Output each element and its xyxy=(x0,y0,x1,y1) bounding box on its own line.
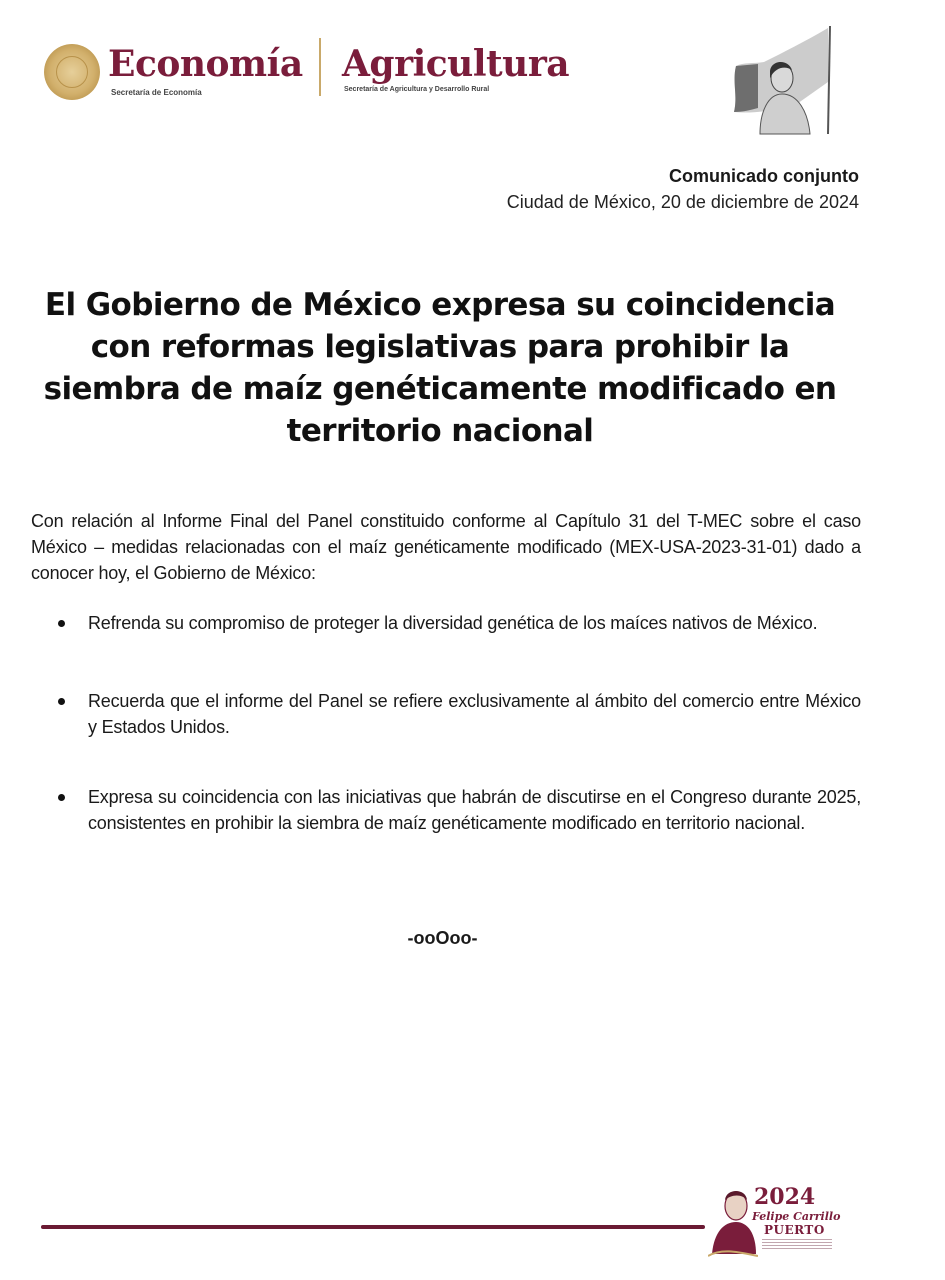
footer-year: 2024 xyxy=(754,1184,816,1210)
footer-name: Felipe Carrillo xyxy=(752,1210,841,1223)
footer-divider xyxy=(41,1225,705,1229)
bullet-icon xyxy=(58,698,65,705)
bullet-icon xyxy=(58,794,65,801)
footer-fine-print xyxy=(762,1239,832,1251)
closing-mark: -ooOoo- xyxy=(407,928,478,948)
agricultura-logo-subtitle: Secretaría de Agricultura y Desarrollo Rural xyxy=(344,86,490,93)
list-item-text: Refrenda su compromiso de proteger la diversidad genética de los maíces nativos de México. xyxy=(88,613,818,633)
page-title: El Gobierno de México expresa su coincidencia con reformas legislativas para prohibir la siembra de maíz genéticamente modificado en territorio nacional xyxy=(43,287,837,449)
economia-logo-title: Economía xyxy=(108,43,303,85)
list-item-text: Expresa su coincidencia con las iniciativas que habrán de discutirse en el Congreso durante 2025, consistentes en prohibir la siembra de maíz genéticamente modificado en territorio nacional. xyxy=(88,787,861,833)
communique-type: Comunicado conjunto xyxy=(669,166,859,186)
mexico-coat-of-arms-seal-icon xyxy=(44,44,100,100)
list-item-text: Recuerda que el informe del Panel se refiere exclusivamente al ámbito del comercio entre México y Estados Unidos. xyxy=(88,691,861,737)
bullet-icon xyxy=(58,620,65,627)
logo-divider xyxy=(319,38,321,96)
woman-with-flag-illustration-icon xyxy=(724,22,842,140)
felipe-carrillo-puerto-2024-logo xyxy=(708,1184,848,1260)
agricultura-logo-title: Agricultura xyxy=(342,43,570,85)
place-and-date: Ciudad de México, 20 de diciembre de 2024 xyxy=(506,192,859,212)
portrait-icon xyxy=(708,1184,758,1260)
intro-paragraph: Con relación al Informe Final del Panel constituido conforme al Capítulo 31 del T-MEC sobre el caso México – medidas relacionadas con el maíz genéticamente modificado (MEX-USA-2023-31-01) dado a conocer hoy, el Gobierno de México: xyxy=(31,511,861,583)
footer-surname: PUERTO xyxy=(764,1223,825,1237)
economia-logo-subtitle: Secretaría de Economía xyxy=(111,88,202,97)
